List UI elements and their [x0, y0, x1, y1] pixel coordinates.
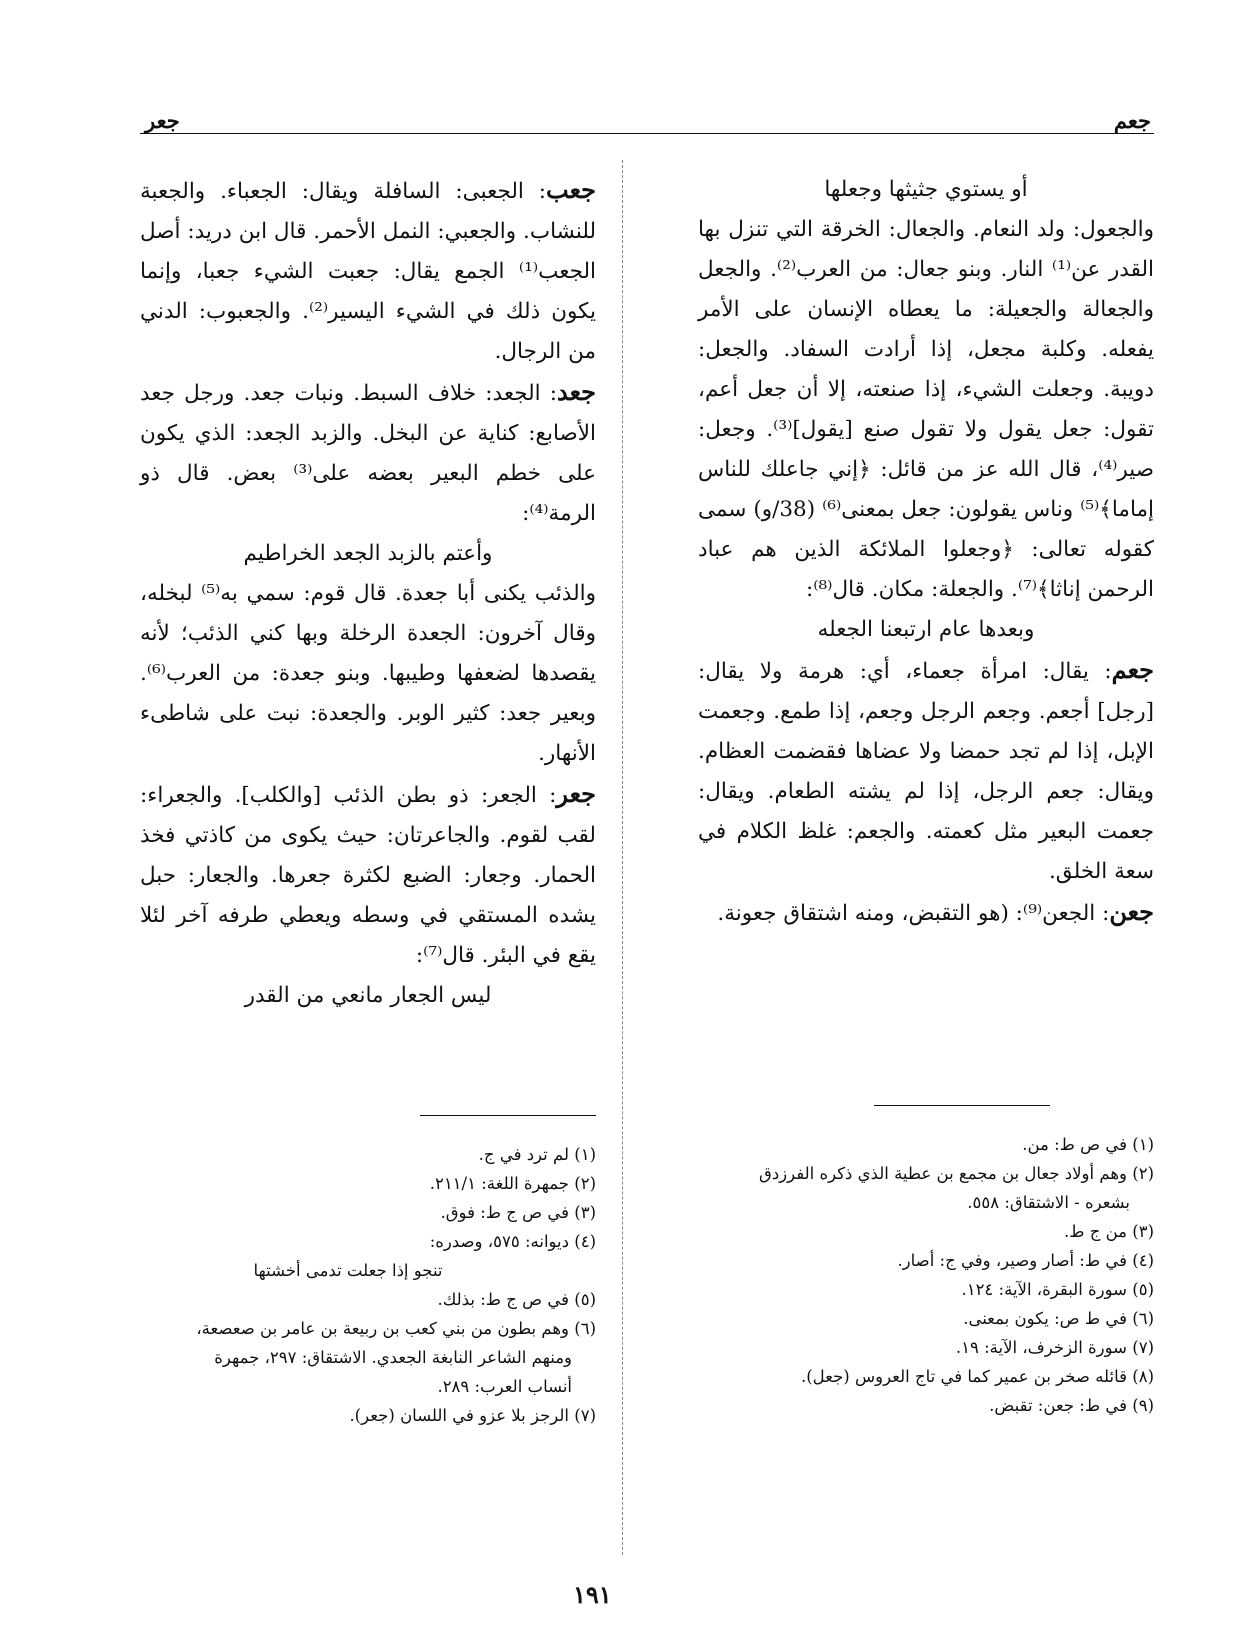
footnote: (٥) في ص ج ط: بذلك.: [437, 1290, 596, 1309]
footnote: (٢) وهم أولاد جعال بن مجمع بن عطية الذي ذكره الفرزدق: [759, 1164, 1154, 1183]
entry-jab: [140, 170, 596, 372]
footnote: أنساب العرب: ٢٨٩.: [437, 1377, 572, 1396]
verse-line: أو يستوي جثيثها وجعلها: [824, 177, 1028, 202]
verse-line: وبعدها عام ارتبعنا الجعله: [817, 617, 1035, 642]
footnote: ومنهم الشاعر النابغة الجعدي. الاشتقاق: ٢٩٧، جمهرة: [214, 1348, 572, 1367]
column-divider: [622, 160, 623, 1555]
footnote: (١) في ص ط: من.: [1022, 1135, 1154, 1154]
left-column: [140, 170, 596, 1016]
footnote: (٤) ديوانه: ٥٧٥، وصدره:: [429, 1232, 596, 1251]
footnote: بشعره - الاشتقاق: ٥٥٨.: [967, 1193, 1130, 1212]
header-left-word: جعر: [145, 108, 180, 133]
verse-line: ليس الجعار مانعي من القدر: [244, 983, 492, 1008]
entry-jad: [140, 372, 596, 534]
entry-text: : الجعر: ذو بطن الذئب [والكلب]. والجعراء: لقب لقوم. والجاعرتان: حيث يكوى من كاذتي فخذ الحمار. وجعار: الضبع لكثرة جعرها. والجعار: حبل يشده المستقي في وسطه ويعطي طرفه آخر لئلا يقع في البئر. قال⁽⁷⁾:: [140, 783, 596, 968]
header-right-word: جعم: [1113, 108, 1151, 133]
entry-headword: جعن: [1109, 897, 1154, 926]
footnote: (٩) في ط: جعن: تقبض.: [989, 1396, 1154, 1415]
entry-jar: [140, 774, 596, 976]
footnote-rule: [874, 1105, 1050, 1106]
footnote: (١) لم ترد في ج.: [478, 1145, 596, 1164]
entry-headword: جعم: [1111, 655, 1154, 684]
footnote: (٣) من ج ط.: [1063, 1222, 1154, 1241]
entry-jal-text: والجعول: ولد النعام. والجعال: الخرقة التي تنزل بها القدر عن⁽¹⁾ النار. وبنو جعال: من العرب⁽²⁾. والجعل والجعالة والجعيلة: ما يعطاه الإنسان على الأمر يفعله. وكلبة مجعل، إذا أرادت السفاد. والجعل: دويبة. وجعلت الشيء، إذا صنعته، إلا أن جعل أعم، تقول: جعل يقول ولا تقول صنع [يقول]⁽³⁾. وجعل: صير⁽⁴⁾، قال الله عز من قائل: ﴿إني جاعلك للناس إماما﴾⁽⁵⁾ وناس يقولون: جعل بمعنى⁽⁶⁾ (38/و) سمى كقوله تعالى: ﴿وجعلوا الملائكة الذين هم عباد الرحمن إناثا﴾⁽⁷⁾. والجعلة: مكان. قال⁽⁸⁾:: [698, 217, 1154, 602]
entry-headword: جعر: [556, 779, 596, 808]
entry-text: : يقال: امرأة جعماء، أي: هرمة ولا يقال: [رجل] أجعم. وجعم الرجل وجعم، إذا طمع. وجعمت الإبل، إذا لم تجد حمضا ولا عضاها فقضمت العظام. ويقال: جعم الرجل، إذا لم يشته الطعام. ويقال: جعمت البعير مثل كعمته. والجعم: غلظ الكلام في سعة الخلق.: [698, 659, 1154, 884]
footnotes-right: [698, 1130, 1154, 1420]
page-number: ١٩١: [573, 1580, 612, 1609]
entry-headword: جعب: [546, 175, 596, 204]
footnote-rule: [420, 1115, 596, 1116]
footnote: (٦) وهم بطون من بني كعب بن ربيعة بن عامر بن صعصعة،: [196, 1319, 596, 1338]
footnote: (٧) الرجز بلا عزو في اللسان (جعر).: [349, 1406, 596, 1425]
header-rule: [140, 133, 1154, 134]
footnote: (٦) في ط ص: يكون بمعنى.: [963, 1309, 1154, 1328]
footnote: (٥) سورة البقرة، الآية: ١٢٤.: [961, 1280, 1154, 1299]
entry-text: : الجعبى: السافلة ويقال: الجعباء. والجعبة للنشاب. والجعبي: النمل الأحمر. قال ابن دريد: أصل الجعب⁽¹⁾ الجمع يقال: جعبت الشيء جعبا، وإنما يكون ذلك في الشيء اليسير⁽²⁾. والجعبوب: الدني من الرجال.: [140, 179, 596, 364]
entry-text: : الجعد: خلاف السبط. ونبات جعد. ورجل جعد الأصابع: كناية عن البخل. والزبد الجعد: الذي يكون على خطم البعير بعضه على⁽³⁾ بعض. قال ذو الرمة⁽⁴⁾:: [140, 381, 596, 526]
footnote: (٤) في ط: أصار وصير، وفي ج: أصار.: [897, 1251, 1154, 1270]
entry-text: : الجعن⁽⁹⁾: (هو التقبض، ومنه اشتقاق جعونة.: [717, 901, 1110, 926]
footnote: (٣) في ص ج ط: فوق.: [440, 1203, 596, 1222]
entry-jan: [698, 892, 1154, 934]
footnote-verse: تنجو إذا جعلت تدمى أخشتها: [253, 1261, 443, 1280]
footnotes-left: [140, 1140, 596, 1430]
footnote: (٧) سورة الزخرف، الآية: ١٩.: [955, 1338, 1154, 1357]
entry-headword: جعد: [556, 377, 596, 406]
verse-line: وأعتم بالزبد الجعد الخراطيم: [243, 541, 493, 566]
footnote: (٢) جمهرة اللغة: ٢١١/١.: [429, 1174, 596, 1193]
entry-jad-continued: والذئب يكنى أبا جعدة. قال قوم: سمي به⁽⁵⁾ لبخله، وقال آخرون: الجعدة الرخلة وبها كني الذئب؛ لأنه يقصدها لضعفها وطيبها. وبنو جعدة: من العرب⁽⁶⁾. وبعير جعد: كثير الوبر. والجعدة: نبت على شاطىء الأنهار.: [140, 581, 596, 766]
right-column: [698, 170, 1154, 934]
entry-jam: [698, 650, 1154, 892]
footnote: (٨) قائله صخر بن عمير كما في تاج العروس (جعل).: [800, 1367, 1154, 1386]
